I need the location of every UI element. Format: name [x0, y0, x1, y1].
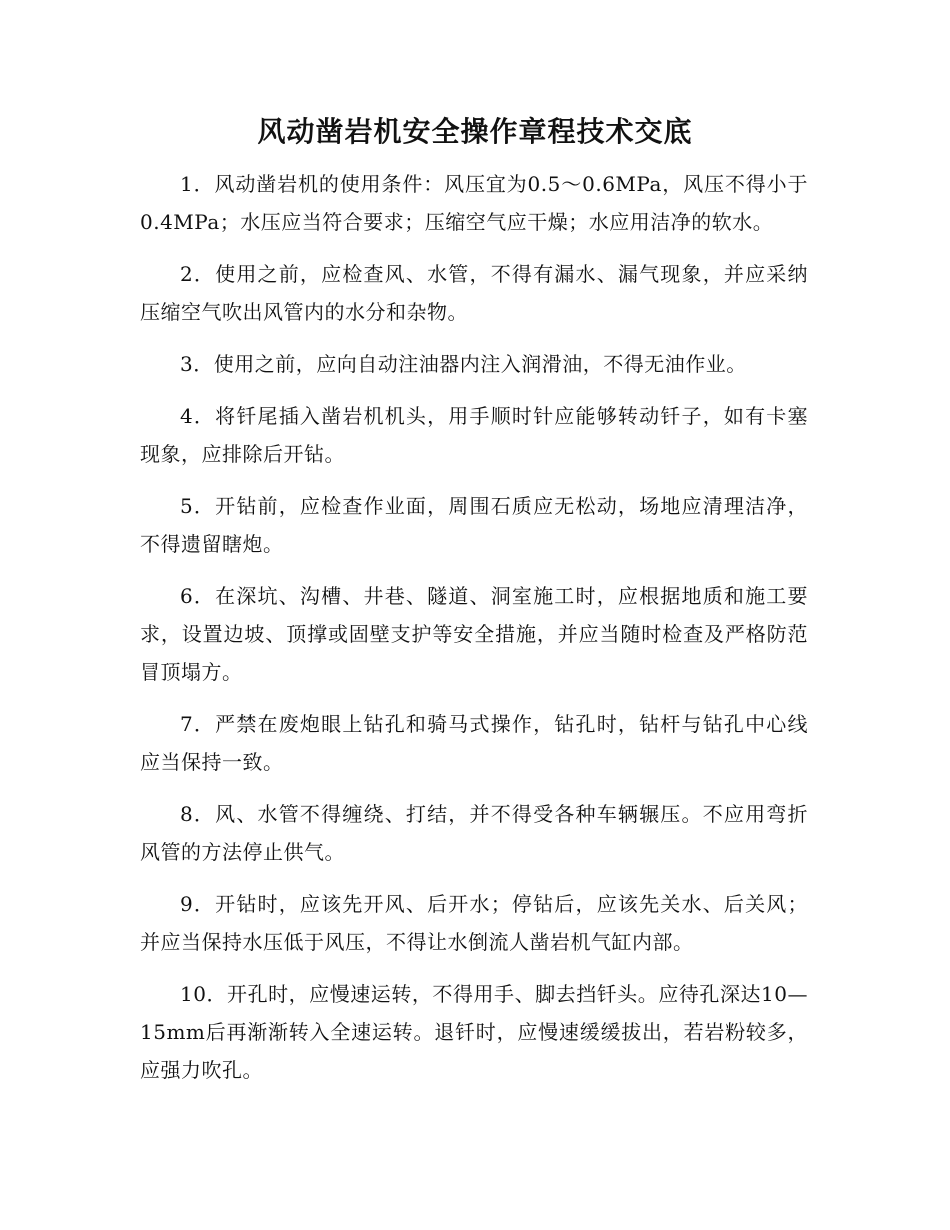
paragraph-10: 10．开孔时，应慢速运转，不得用手、脚去挡钎头。应待孔深达10—15mm后再渐渐转入全速运转。退钎时，应慢速缓缓拔出，若岩粉较多，应强力吹孔。 — [140, 982, 808, 1082]
document-title: 风动凿岩机安全操作章程技术交底 — [257, 115, 693, 148]
document-body — [140, 165, 808, 1103]
paragraph-4: 4．将钎尾插入凿岩机机头，用手顺时针应能够转动钎子，如有卡塞现象，应排除后开钻。 — [140, 404, 808, 466]
paragraph-9: 9．开钻时，应该先开风、后开水；停钻后，应该先关水、后关风；并应当保持水压低于风压，不得让水倒流人凿岩机气缸内部。 — [140, 892, 808, 954]
paragraph-5: 5．开钻前，应检查作业面，周围石质应无松动，场地应清理洁净，不得遗留瞎炮。 — [140, 494, 808, 556]
paragraph-2: 2．使用之前，应检查风、水管，不得有漏水、漏气现象，并应采纳压缩空气吹出风管内的水分和杂物。 — [140, 262, 808, 324]
paragraph-6: 6．在深坑、沟槽、井巷、隧道、洞室施工时，应根据地质和施工要求，设置边坡、顶撑或固壁支护等安全措施，并应当随时检查及严格防范冒顶塌方。 — [140, 584, 808, 684]
paragraph-8: 8．风、水管不得缠绕、打结，并不得受各种车辆辗压。不应用弯折风管的方法停止供气。 — [140, 802, 808, 864]
paragraph-3: 3．使用之前，应向自动注油器内注入润滑油，不得无油作业。 — [180, 352, 747, 376]
paragraph-7: 7．严禁在废炮眼上钻孔和骑马式操作，钻孔时，钻杆与钻孔中心线应当保持一致。 — [140, 712, 808, 774]
paragraph-1: 1．风动凿岩机的使用条件：风压宜为0.5～0.6MPa，风压不得小于0.4MPa；水压应当符合要求；压缩空气应干燥；水应用洁净的软水。 — [140, 172, 808, 234]
